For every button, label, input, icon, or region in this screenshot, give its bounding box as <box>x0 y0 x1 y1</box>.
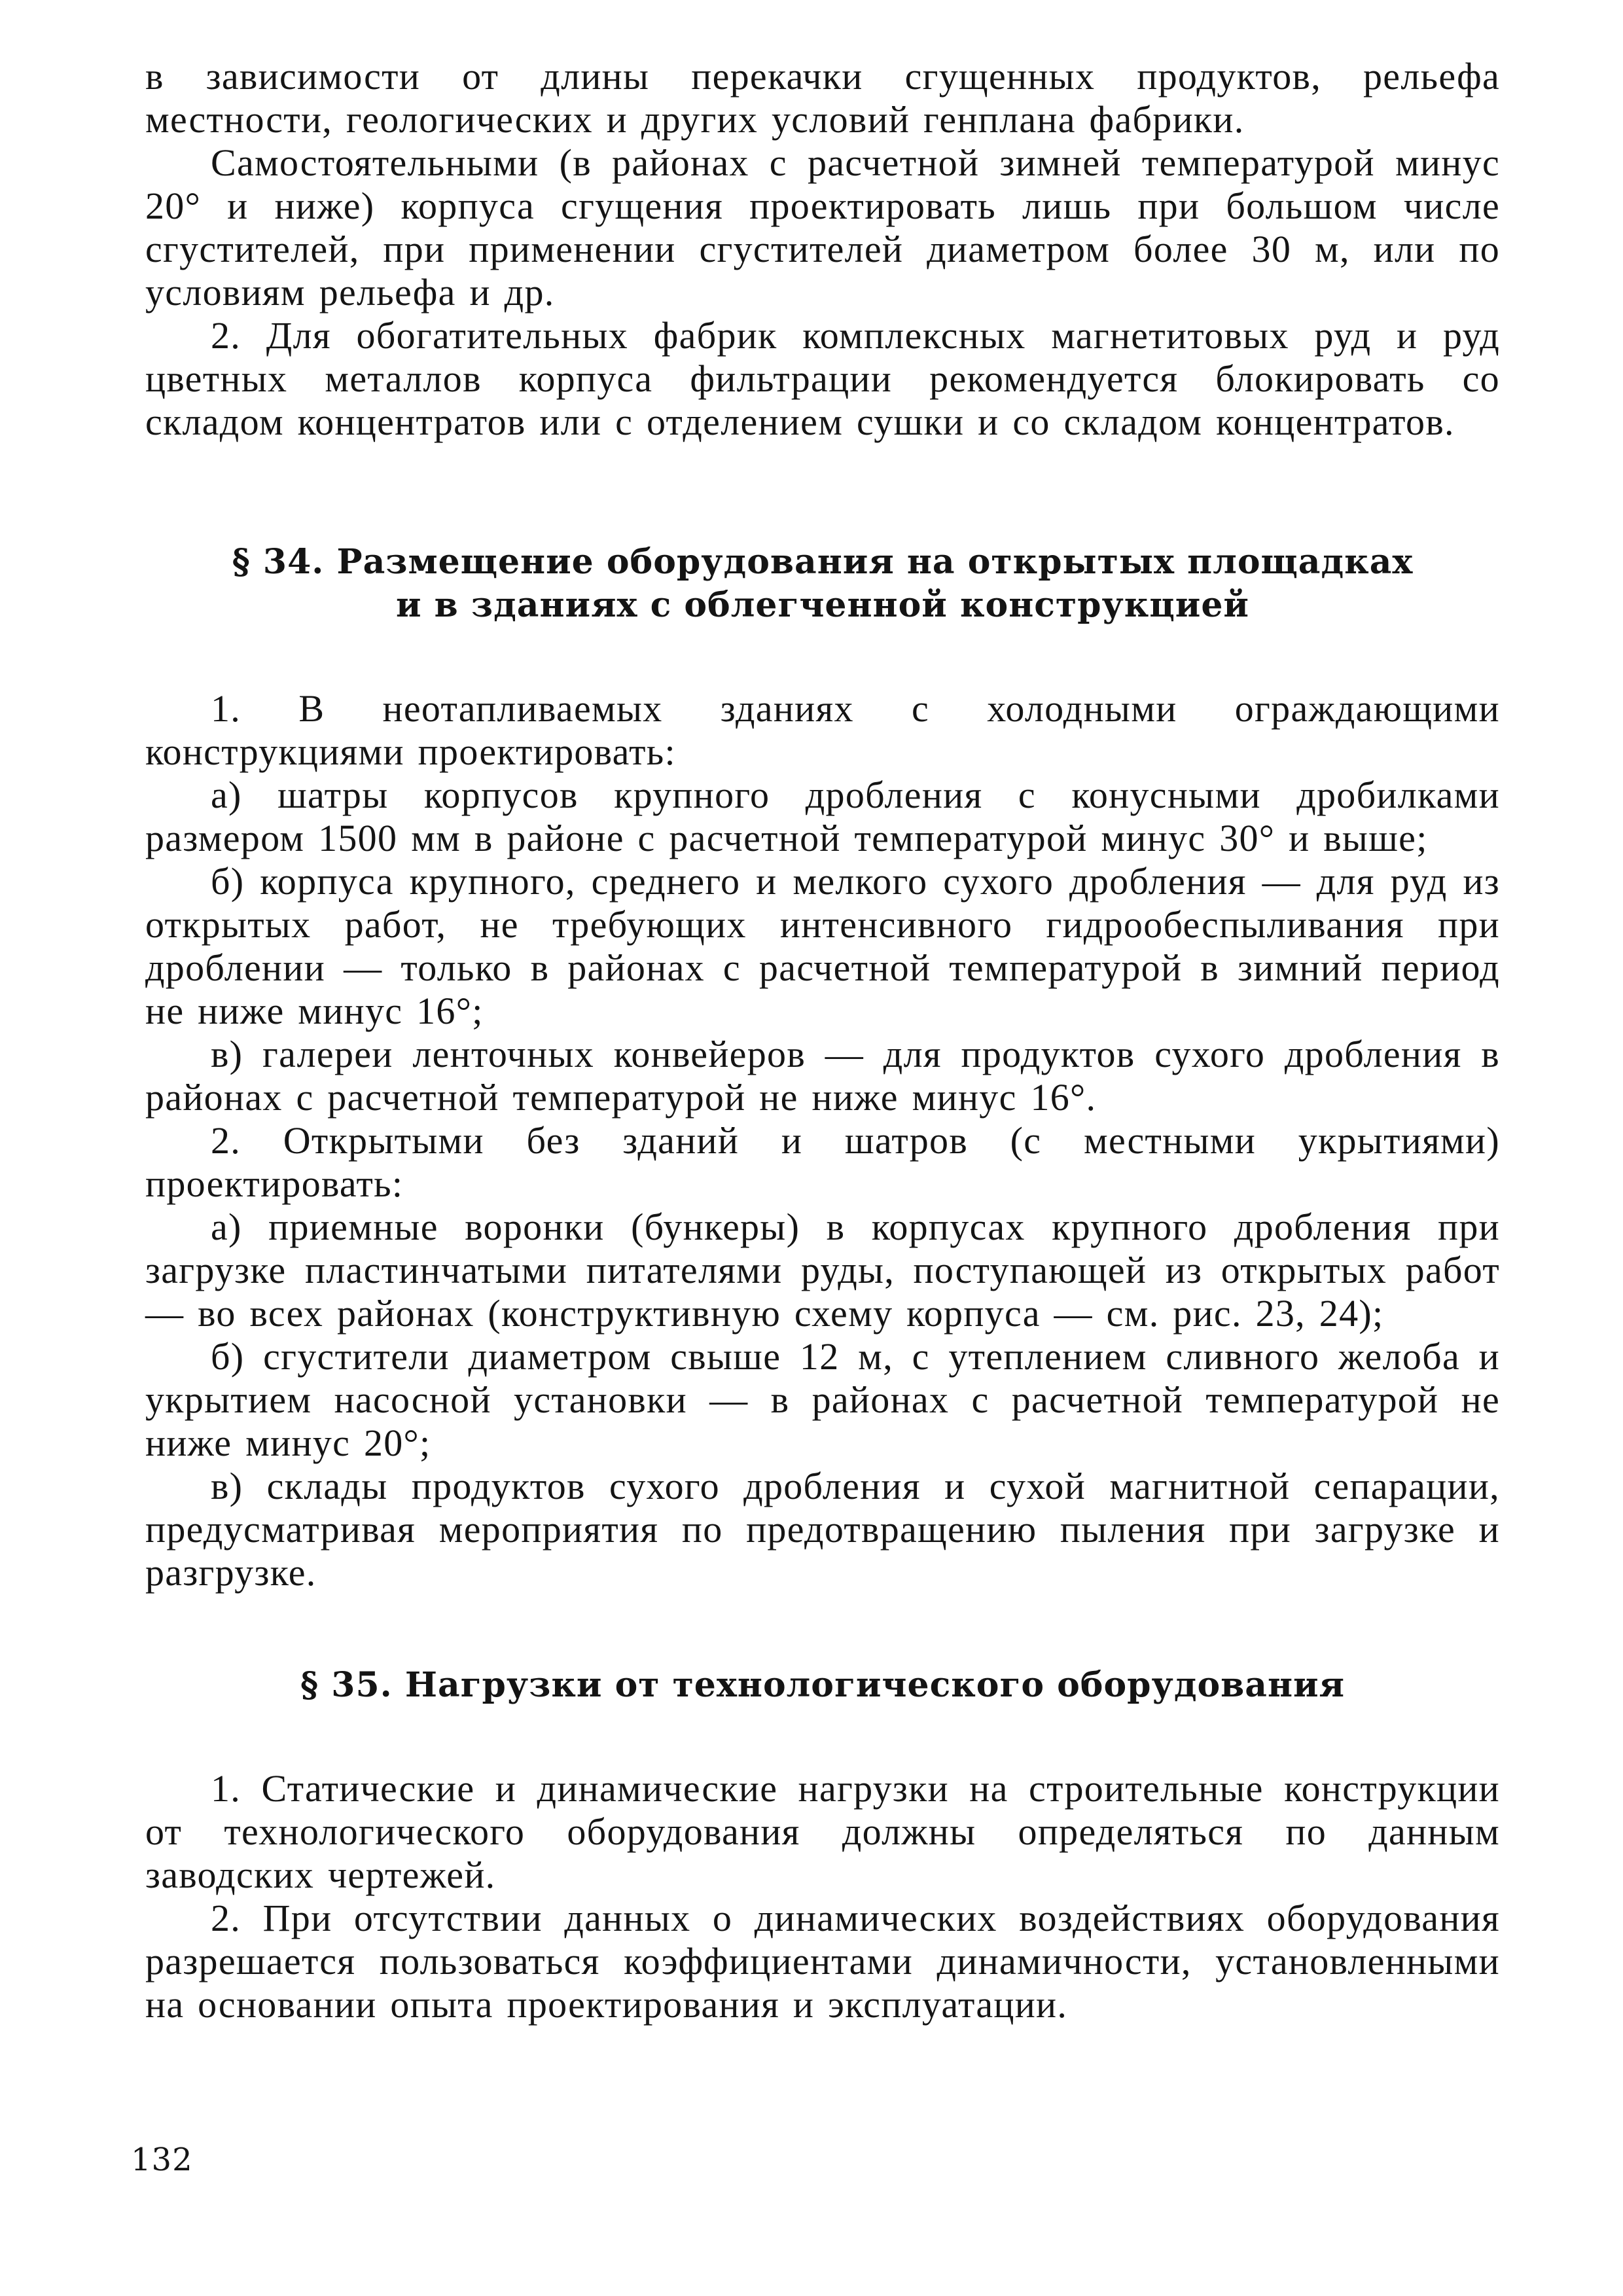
s34-paragraph-2: 2. Открытыми без зданий и шатров (с местными укрытиями) проектировать: <box>145 1119 1500 1205</box>
s34-item-2b: б) сгустители диаметром свыше 12 м, с утеплением сливного желоба и укрытием насосной установки — в районах с расчетной температурой не ниже минус 20°; <box>145 1335 1500 1464</box>
s34-item-1a: а) шатры корпусов крупного дробления с конусными дробилками размером 1500 мм в районе с расчетной температурой минус 30° и выше; <box>145 774 1500 859</box>
paragraph-thickening-buildings: Самостоятельными (в районах с расчетной зимней температурой минус 20° и ниже) корпуса сгущения проектировать лишь при большом числе сгустителей, при применении сгустителей диаметром более 30 м, или по условиям рельефа и др. <box>145 141 1500 314</box>
s34-item-2c: в) склады продуктов сухого дробления и сухой магнитной сепарации, предусматривая мероприятия по предотвращению пыления при загрузке и разгрузке. <box>145 1465 1500 1594</box>
section-34-heading <box>145 541 1500 627</box>
s34-item-1b: б) корпуса крупного, среднего и мелкого сухого дробления — для руд из открытых работ, не требующих интенсивного гидрообеспыливания при дроблении — только в районах с расчетной температурой в зимний период не ниже минус 16°; <box>145 860 1500 1032</box>
s34-item-2a: а) приемные воронки (бункеры) в корпусах крупного дробления при загрузке пластинчатыми питателями руды, поступающей из открытых работ — во всех районах (конструктивную схему корпуса — см. рис. 23, 24); <box>145 1206 1500 1335</box>
section-35-heading: § 35. Нагрузки от технологического оборудования <box>300 1665 1346 1705</box>
s34-item-1c: в) галереи ленточных конвейеров — для продуктов сухого дробления в районах с расчетной температурой не ниже минус 16°. <box>145 1033 1500 1119</box>
s35-paragraph-2: 2. При отсутствии данных о динамических воздействиях оборудования разрешается пользоваться коэффициентами динамичности, установленными на основании опыта проектирования и эксплуатации. <box>145 1897 1500 2026</box>
s35-paragraph-1: 1. Статические и динамические нагрузки на строительные конструкции от технологического оборудования должны определяться по данным заводских чертежей. <box>145 1767 1500 1896</box>
section-34-title-line-1: § 34. Размещение оборудования на открытых площадках <box>232 542 1414 582</box>
s34-paragraph-1: 1. В неотапливаемых зданиях с холодными ограждающими конструкциями проектировать: <box>145 687 1500 773</box>
page-text <box>145 55 1500 2026</box>
page-number: 132 <box>131 2142 193 2178</box>
section-34-title-line-2: и в зданиях с облегченной конструкцией <box>396 585 1249 625</box>
paragraph-filtration-buildings: 2. Для обогатительных фабрик комплексных магнетитовых руд и руд цветных металлов корпуса фильтрации рекомендуется блокировать со складом концентратов или с отделением сушки и со складом концентратов. <box>145 314 1500 443</box>
paragraph-continued: в зависимости от длины перекачки сгущенных продуктов, рельефа местности, геологических и других условий генплана фабрики. <box>145 55 1500 141</box>
